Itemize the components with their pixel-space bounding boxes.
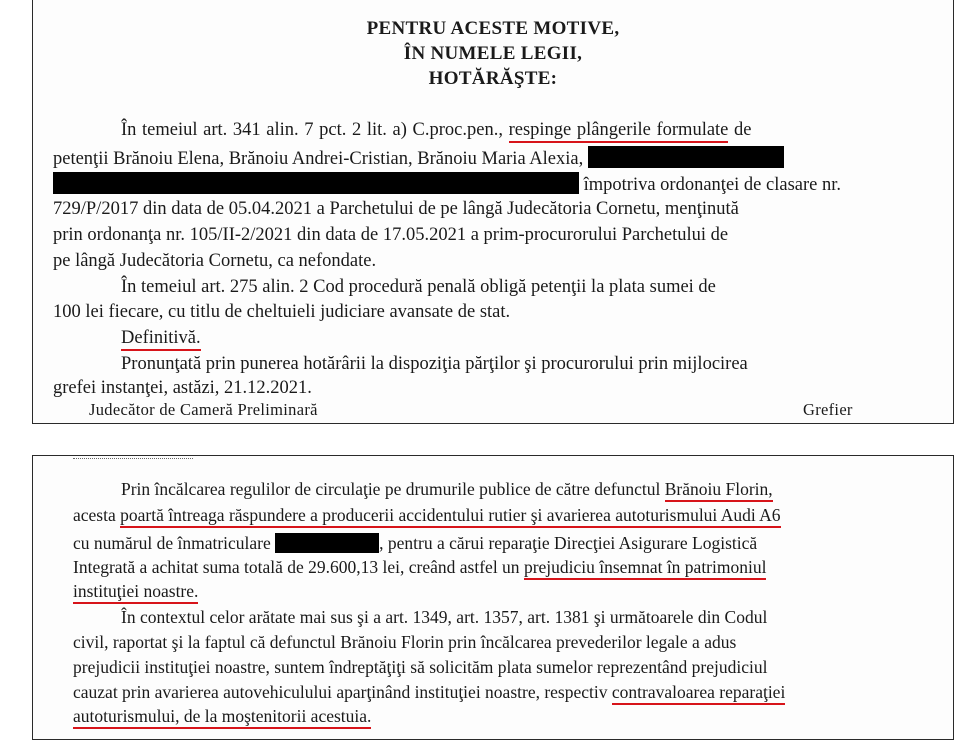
cut-off-text-edge — [73, 448, 193, 459]
redaction-box — [588, 146, 784, 168]
letter-text: cu numărul de înmatriculare — [73, 533, 271, 553]
letter-text: Prin încălcarea regulilor de circulaţie pe drumurile publice de către defunctul — [121, 479, 661, 499]
redaction-box — [53, 172, 579, 194]
signature-clerk: Grefier — [803, 400, 853, 419]
letter-line-3 — [73, 533, 757, 553]
highlighted-word-final: Definitivă. — [121, 328, 201, 351]
highlighted-liability-phrase: poartă întreaga răspundere a producerii accidentului rutier şi avarierea autoturismului Audi A6 — [120, 505, 780, 528]
ruling-line-2 — [53, 146, 784, 169]
ruling-line-8: 100 lei fiecare, cu titlu de cheltuieli judiciare avansate de stat. — [53, 302, 511, 322]
letter-line-8: prejudicii instituţiei noastre, suntem îndreptăţiţi să solicităm plata sumelor reprezentând prejudiciul — [73, 657, 768, 677]
ruling-line-6: pe lângă Judecătoria Cornetu, ca nefondate. — [53, 251, 377, 271]
highlighted-heirs-phrase: autoturismului, de la moştenitorii acestuia. — [73, 706, 371, 729]
ruling-line-4: 729/P/2017 din data de 05.04.2021 a Parchetului de pe lângă Judecătoria Cornetu, menţinută — [53, 199, 739, 219]
highlighted-damage-phrase-cont: instituţiei noastre. — [73, 581, 198, 604]
letter-line-7: civil, raportat şi la faptul că defunctul Brănoiu Florin prin încălcarea prevederilor legale a adus — [73, 632, 737, 652]
ruling-text: În temeiul art. 341 alin. 7 pct. 2 lit. a) C.proc.pen., — [121, 120, 503, 140]
ruling-text: împotriva ordonanţei de clasare nr. — [583, 175, 841, 195]
highlighted-damage-phrase: prejudiciu însemnat în patrimoniul — [524, 557, 767, 580]
ruling-line-9 — [121, 329, 201, 348]
letter-line-9 — [73, 684, 785, 702]
ruling-line-3 — [53, 172, 841, 195]
ruling-text: de — [734, 120, 752, 140]
letter-line-10 — [73, 708, 371, 726]
highlighted-repair-value: contravaloarea reparaţiei — [612, 682, 785, 705]
letter-line-4 — [73, 559, 766, 577]
ruling-title-line-1: PENTRU ACESTE MOTIVE, — [366, 18, 620, 39]
court-ruling-excerpt — [32, 0, 954, 424]
letter-line-5 — [73, 583, 198, 601]
ruling-title-line-2: ÎN NUMELE LEGII, — [403, 43, 583, 64]
letter-text: acesta — [73, 505, 116, 525]
letter-text: Integrată a achitat suma totală de 29.600,13 lei, creând astfel un — [73, 557, 520, 577]
ruling-title-line-3: HOTĂRĂŞTE: — [428, 68, 558, 89]
signature-judge: Judecător de Cameră Preliminară — [89, 400, 318, 419]
institution-letter-excerpt — [32, 455, 954, 740]
letter-line-2 — [73, 507, 781, 525]
letter-text: , pentru a cărui reparaţie Direcţiei Asigurare Logistică — [379, 533, 758, 553]
ruling-line-10: Pronunţată prin punerea hotărârii la dispoziţia părţilor şi procurorului prin mijlocirea — [121, 354, 748, 374]
ruling-line-7: În temeiul art. 275 alin. 2 Cod procedură penală obligă petenţii la plata sumei de — [121, 277, 716, 297]
ruling-line-1 — [121, 121, 939, 140]
letter-line-1 — [121, 481, 773, 499]
redaction-box — [275, 533, 379, 553]
ruling-line-5: prin ordonanţa nr. 105/II-2/2021 din data de 17.05.2021 a prim-procurorului Parchetului de — [53, 225, 729, 245]
highlighted-name: Brănoiu Florin, — [665, 479, 773, 502]
ruling-line-11: grefei instanţei, astăzi, 21.12.2021. — [53, 378, 312, 398]
letter-line-6: În contextul celor arătate mai sus şi a art. 1349, art. 1357, art. 1381 şi următoarele din Codul — [121, 607, 768, 627]
letter-text: cauzat prin avarierea autovehiculului aparţinând instituţiei noastre, respectiv — [73, 682, 608, 702]
petitioners-text: petenţii Brănoiu Elena, Brănoiu Andrei-Cristian, Brănoiu Maria Alexia, — [53, 149, 584, 169]
highlighted-phrase-rejects: respinge plângerile formulate — [509, 120, 729, 143]
